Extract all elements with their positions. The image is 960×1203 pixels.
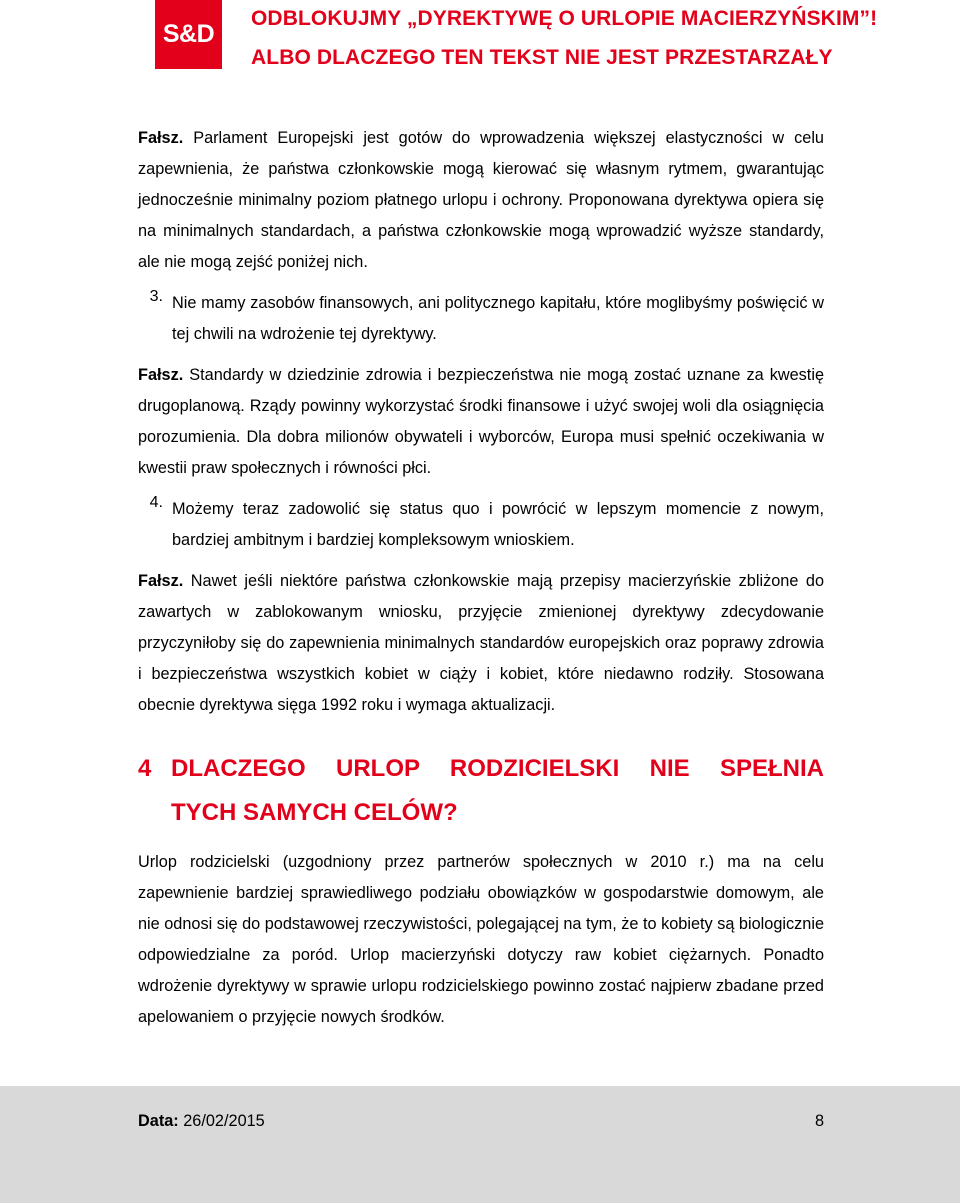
list-item-text: Nie mamy zasobów finansowych, ani politycznego kapitału, które moglibyśmy poświęcić w tej chwili na wdrożenie tej dyrektywy. xyxy=(172,294,824,343)
list-number: 4. xyxy=(149,494,163,511)
list-item-text: Możemy teraz zadowolić się status quo i powrócić w lepszym momencie z nowym, bardziej ambitnym i bardziej kompleksowym wnioskiem. xyxy=(172,500,824,549)
paragraph-text: Standardy w dziedzinie zdrowia i bezpieczeństwa nie mogą zostać uznane za kwestię drugoplanową. Rządy powinny wykorzystać środki finansowe i użyć swojej woli dla osiągnięcia porozumienia. Dla dobra milionów obywateli i wyborców, Europa musi spełnić oczekiwania w kwestii praw społecznych i równości płci. xyxy=(138,366,824,477)
paragraph-text: Parlament Europejski jest gotów do wprowadzenia większej elastyczności w celu zapewnienia, że państwa członkowskie mogą kierować się własnym rytmem, gwarantując jednocześnie minimalny poziom płatnego urlopu i ochrony. Proponowana dyrektywa opiera się na minimalnych standardach, a państwa członkowskie mogą wprowadzić wyższe standardy, ale nie mogą zejść poniżej nich. xyxy=(138,129,824,271)
list-item-3 xyxy=(138,288,824,350)
sd-logo: S&D xyxy=(155,0,222,69)
paragraph-parental-leave: Urlop rodzicielski (uzgodniony przez partnerów społecznych w 2010 r.) ma na celu zapewnienie bardziej sprawiedliwego podziału obowiązków w gospodarstwie domowym, ale nie odnosi się do podstawowej rzeczywistości, polegającej na tym, że to kobiety są biologicznie odpowiedzialne za poród. Urlop macierzyński dotyczy raw kobiet ciężarnych. Ponadto wdrożenie dyrektywy w sprawie urlopu rodzicielskiego powinno zostać najpierw zbadane przed apelowaniem o przyjęcie nowych środków. xyxy=(138,853,824,1026)
page-number: 8 xyxy=(814,1112,824,1130)
paragraph-false-1 xyxy=(138,123,824,278)
header-title-line2: ALBO DLACZEGO TEN TEKST NIE JEST PRZESTARZAŁY xyxy=(251,46,833,69)
date-value: 26/02/2015 xyxy=(178,1112,265,1130)
section-number: 4 xyxy=(138,755,152,782)
false-label: Fałsz. xyxy=(138,366,184,384)
header-title-line1: ODBLOKUJMY „DYREKTYWĘ O URLOPIE MACIERZYŃSKIM”! xyxy=(251,7,878,30)
footer-date xyxy=(138,1112,265,1131)
section-title-line1: DLACZEGO URLOP RODZICIELSKI NIE SPEŁNIA xyxy=(171,755,824,782)
false-label: Fałsz. xyxy=(138,572,184,590)
section-title-line2: TYCH SAMYCH CELÓW? xyxy=(171,799,458,826)
paragraph-text: Nawet jeśli niektóre państwa członkowskie mają przepisy macierzyńskie zbliżone do zawartych w zablokowanym wniosku, przyjęcie zmienionej dyrektywy zdecydowanie przyczyniłoby się do zapewnienia minimalnych standardów europejskich oraz poprawy zdrowia i bezpieczeństwa wszystkich kobiet w ciąży i kobiet, które niedawno rodziły. Stosowana obecnie dyrektywa sięga 1992 roku i wymaga aktualizacji. xyxy=(138,572,824,714)
document-body xyxy=(138,123,824,1033)
list-item-4 xyxy=(138,494,824,556)
page-footer xyxy=(0,1086,960,1203)
paragraph-false-3 xyxy=(138,566,824,721)
paragraph-false-2 xyxy=(138,360,824,484)
list-number: 3. xyxy=(149,288,163,305)
section-heading xyxy=(138,747,824,835)
false-label: Fałsz. xyxy=(138,129,184,147)
date-label: Data: xyxy=(138,1112,179,1130)
page-header xyxy=(0,0,960,80)
